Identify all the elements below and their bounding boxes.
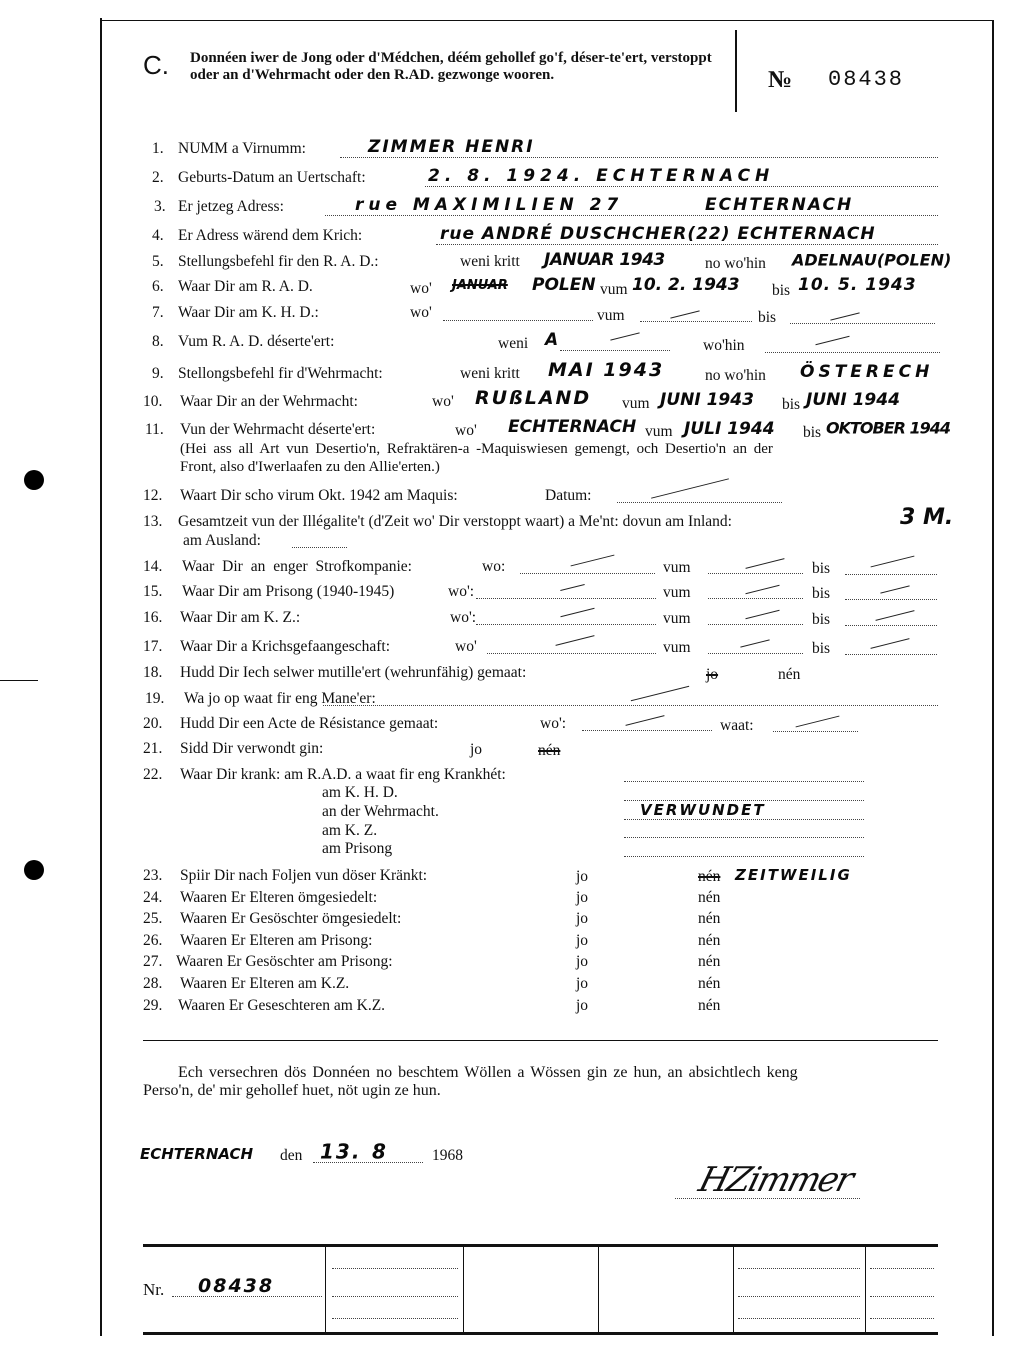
- q26-no-option[interactable]: nén: [698, 932, 721, 949]
- q9-num: 9.: [152, 365, 164, 382]
- q22-wehrmacht-value[interactable]: VERWUNDET: [640, 801, 766, 820]
- q3-address-value[interactable]: rue MAXIMILIEN 27: [355, 195, 624, 215]
- q11-where-value[interactable]: ECHTERNACH: [508, 417, 637, 437]
- footer-cell-line: [738, 1318, 860, 1319]
- footer-cell-line: [332, 1268, 458, 1269]
- q7-to-line: [790, 323, 935, 324]
- q13-abroad-line: [292, 547, 347, 548]
- q15-dash: [560, 584, 584, 591]
- q7-label: Waar Dir am K. H. D.:: [178, 304, 319, 321]
- footer-cell-line: [332, 1318, 458, 1319]
- q8-when-line: [560, 350, 670, 351]
- q17-where-label: wo': [455, 638, 477, 655]
- q16-from-label: vum: [663, 610, 691, 627]
- q11-note-line2: Front, also d'Iwerlaafen zu den Allie'erten.): [180, 459, 440, 475]
- q20-where-label: wo':: [540, 715, 567, 732]
- q20-label: Hudd Dir een Acte de Résistance gemaat:: [180, 715, 439, 732]
- q4-field-line: [436, 244, 938, 245]
- q11-from-label: vum: [645, 423, 673, 440]
- q8-where-line: [765, 352, 940, 353]
- q4-num: 4.: [152, 227, 164, 244]
- q4-war-address-value[interactable]: rue ANDRÉ DUSCHCHER(22) ECHTERNACH: [440, 224, 876, 244]
- q15-to-label: bis: [812, 585, 831, 602]
- q17-num: 17.: [143, 638, 163, 655]
- q11-where-label: wo': [455, 422, 477, 439]
- q10-to-label: bis: [782, 396, 801, 413]
- q17-to-line: [845, 654, 937, 655]
- q19-line: [323, 705, 938, 706]
- q15-dash: [880, 585, 909, 593]
- q29-num: 29.: [143, 997, 163, 1014]
- header-divider: [735, 30, 737, 112]
- q22-sub-prisong: am Prisong: [322, 840, 393, 857]
- q16-where-label: wo':: [450, 609, 477, 626]
- footer-col-3: [598, 1246, 599, 1332]
- q28-num: 28.: [143, 975, 163, 992]
- q29-no-option[interactable]: nén: [698, 997, 721, 1014]
- q9-where-value[interactable]: ÖSTERECH: [800, 362, 934, 382]
- q15-to-line: [845, 599, 937, 600]
- q22-prisong-line: [624, 856, 864, 857]
- q26-num: 26.: [143, 932, 163, 949]
- q17-from-line: [708, 653, 803, 654]
- q25-num: 25.: [143, 910, 163, 927]
- q18-yes-option[interactable]: jo: [706, 666, 719, 683]
- signing-day[interactable]: 13.: [320, 1139, 362, 1164]
- q22-sub-khd: am K. H. D.: [322, 784, 398, 801]
- q1-name-value[interactable]: ZIMMER HENRI: [368, 137, 535, 157]
- q13-label: Gesamtzeit vun der Illégalite't (d'Zeit wo' Dir verstoppt waart) a Me'nt: dovun am Inland:: [178, 513, 732, 530]
- q15-where-line: [476, 598, 656, 599]
- q15-where-label: wo':: [448, 583, 475, 600]
- q17-from-label: vum: [663, 639, 691, 656]
- q2-num: 2.: [152, 169, 164, 186]
- q1-field-line: [340, 157, 938, 158]
- q9-where-label: no wo'hin: [705, 367, 766, 384]
- q14-dash: [745, 558, 784, 569]
- q17-to-label: bis: [812, 640, 831, 657]
- q7-dash: [830, 312, 859, 320]
- q29-yes-option[interactable]: jo: [576, 997, 589, 1014]
- q23-num: 23.: [143, 867, 163, 884]
- q6-where-label: wo': [410, 280, 432, 297]
- q12-label: Waart Dir scho virum Okt. 1942 am Maquis:: [180, 487, 458, 504]
- q11-to-value[interactable]: OKTOBER 1944: [826, 418, 951, 438]
- q5-label: Stellungsbefehl fir den R. A. D.:: [178, 253, 379, 270]
- q20-what-label: waat:: [720, 717, 754, 734]
- q16-to-label: bis: [812, 611, 831, 628]
- q15-label: Waar Dir am Prisong (1940-1945): [182, 583, 395, 600]
- q17-dash: [740, 639, 769, 647]
- q11-label: Vun der Wehrmacht déserte'ert:: [180, 421, 376, 438]
- footer-cell-line: [870, 1318, 934, 1319]
- q14-to-line: [845, 574, 937, 575]
- footer-cell-line: [332, 1296, 458, 1297]
- q22-sub-wehrmacht: an der Wehrmacht.: [322, 803, 439, 820]
- q9-when-value[interactable]: MAI 1943: [548, 358, 665, 381]
- q2-field-line: [425, 186, 938, 187]
- q27-yes-option[interactable]: jo: [576, 953, 589, 970]
- q11-to-label: bis: [803, 424, 822, 441]
- q14-from-label: vum: [663, 559, 691, 576]
- q21-label: Sidd Dir verwondt gin:: [180, 740, 324, 757]
- q23-yes-option[interactable]: jo: [576, 868, 589, 885]
- frame-right: [992, 20, 994, 1336]
- q21-no-option[interactable]: nén: [538, 742, 561, 759]
- q27-num: 27.: [143, 953, 163, 970]
- q15-num: 15.: [143, 583, 163, 600]
- q16-dash: [560, 608, 594, 617]
- footer-col-2: [463, 1246, 464, 1332]
- footer-cell-line: [738, 1296, 860, 1297]
- q14-where-line: [520, 573, 655, 574]
- q5-when-label: weni kritt: [460, 253, 520, 270]
- q11-num: 11.: [145, 421, 164, 438]
- signature: HZimmer: [694, 1160, 857, 1200]
- q2-label: Geburts-Datum an Uertschaft:: [178, 169, 366, 186]
- q8-dash: [610, 332, 639, 340]
- signing-den-label: den: [280, 1147, 303, 1164]
- q3-field-line: [325, 215, 938, 216]
- number-sign: №: [768, 67, 793, 93]
- q6-where-value[interactable]: POLEN: [532, 275, 596, 295]
- q16-label: Waar Dir am K. Z.:: [180, 609, 301, 626]
- q1-label: NUMM a Virnumm:: [178, 140, 306, 157]
- q10-label: Waar Dir an der Wehrmacht:: [180, 393, 358, 410]
- q8-when-label: weni: [498, 335, 529, 352]
- frame-top: [100, 20, 994, 21]
- q16-dash: [875, 610, 914, 621]
- footer-top-rule: [143, 1244, 938, 1247]
- q22-sub-kz: am K. Z.: [322, 822, 378, 839]
- declaration-line1: Ech versechren dös Donnéen no beschtem Wöllen a Wössen gin ze hun, an absichtlech keng: [178, 1064, 798, 1081]
- q6-from-label: vum: [600, 281, 628, 298]
- q7-dash: [670, 310, 699, 318]
- q20-dash: [796, 716, 840, 728]
- q15-dash: [745, 585, 779, 594]
- form-number: 08438: [828, 67, 905, 92]
- q13-num: 13.: [143, 513, 163, 530]
- frame-left: [100, 18, 102, 1336]
- q3-num: 3.: [154, 198, 166, 215]
- q16-from-line: [708, 624, 803, 625]
- q6-from-value[interactable]: 10. 2. 1943: [632, 275, 740, 295]
- q23-label: Spiir Dir nach Foljen vun döser Kränkt:: [180, 867, 428, 884]
- section-letter: C.: [143, 50, 169, 80]
- q15-from-line: [708, 598, 803, 599]
- q19-dash: [631, 686, 689, 701]
- q1-num: 1.: [152, 140, 164, 157]
- q12-date-label: Datum:: [545, 487, 592, 504]
- q17-dash: [555, 635, 594, 646]
- q8-when-value[interactable]: A: [545, 330, 561, 350]
- q16-where-line: [476, 624, 656, 625]
- q10-to-value[interactable]: JUNI 1944: [806, 390, 900, 410]
- q9-when-label: weni kritt: [460, 365, 520, 382]
- q3-label: Er jetzeg Adress:: [178, 198, 284, 215]
- q6-to-label: bis: [772, 282, 791, 299]
- q24-num: 24.: [143, 889, 163, 906]
- q14-num: 14.: [143, 558, 163, 575]
- q10-from-label: vum: [622, 395, 650, 412]
- q7-from-label: vum: [597, 307, 625, 324]
- q6-to-value[interactable]: 10. 5. 1943: [798, 275, 917, 295]
- q22-label: Waar Dir krank: am R.A.D. a waat fir eng Krankhét:: [180, 766, 506, 783]
- declaration-rule: [143, 1040, 938, 1041]
- footer-col-4: [733, 1246, 734, 1332]
- q7-where-label: wo': [410, 304, 432, 321]
- q25-yes-option[interactable]: jo: [576, 910, 589, 927]
- q29-label: Waaren Er Geseschteren am K.Z.: [178, 997, 386, 1014]
- q25-label: Waaren Er Gesöschter ömgesiedelt:: [180, 910, 402, 927]
- q11-from-value[interactable]: JULI 1944: [684, 419, 775, 439]
- q28-no-option[interactable]: nén: [698, 975, 721, 992]
- q28-yes-option[interactable]: jo: [576, 975, 589, 992]
- q24-yes-option[interactable]: jo: [576, 889, 589, 906]
- footer-bottom-rule: [143, 1332, 938, 1335]
- punch-hole-top: [24, 470, 44, 490]
- q27-no-option[interactable]: nén: [698, 953, 721, 970]
- q2-birth-value[interactable]: 2. 8. 1924. ECHTERNACH: [428, 166, 775, 186]
- q28-label: Waaren Er Elteren am K.Z.: [180, 975, 350, 992]
- q16-to-line: [845, 625, 937, 626]
- q7-to-label: bis: [758, 309, 777, 326]
- q14-where-label: wo:: [482, 558, 506, 575]
- q14-dash: [871, 556, 915, 568]
- q27-label: Waaren Er Gesöschter am Prisong:: [176, 953, 393, 970]
- q20-dash: [625, 715, 664, 726]
- q5-where-value[interactable]: ADELNAU(POLEN): [792, 250, 952, 270]
- q7-num: 7.: [152, 304, 164, 321]
- footer-cell-line: [870, 1296, 934, 1297]
- q14-to-label: bis: [812, 560, 831, 577]
- q18-num: 18.: [143, 664, 163, 681]
- q16-num: 16.: [143, 609, 163, 626]
- section-heading: Donnéen iwer de Jong oder d'Médchen, déém gehollef go'f, déser-te'ert, verstoppt oder an d'Wehrmacht oder den R.AD. gezwonge wooren.: [190, 50, 712, 83]
- q23-no-option[interactable]: nén: [698, 868, 721, 885]
- q26-label: Waaren Er Elteren am Prisong:: [180, 932, 373, 949]
- footer-nr-value[interactable]: 08438: [198, 1274, 275, 1297]
- q19-label: Wa jo op waat fir eng Mane'er:: [184, 690, 376, 707]
- q21-yes-option[interactable]: jo: [470, 741, 483, 758]
- q16-dash: [745, 610, 779, 619]
- q12-dash: [651, 478, 729, 498]
- q20-where-line: [582, 730, 712, 731]
- q26-yes-option[interactable]: jo: [576, 932, 589, 949]
- q19-num: 19.: [145, 690, 165, 707]
- signing-month[interactable]: 8: [372, 1139, 388, 1164]
- footer-col-1: [325, 1246, 326, 1332]
- q10-from-value[interactable]: JUNI 1943: [660, 390, 754, 410]
- q8-num: 8.: [152, 333, 164, 350]
- q20-num: 20.: [143, 715, 163, 732]
- q17-where-line: [487, 653, 656, 654]
- q3-address-city[interactable]: ECHTERNACH: [705, 195, 854, 215]
- q10-where-value[interactable]: RUßLAND: [475, 386, 592, 409]
- q8-where-label: wo'hin: [703, 337, 745, 354]
- q11-note-line1: (Hei ass all Art vun Desertio'n, Refraktären-a -Maquiswiesen gemengt, och Desertio'n an der: [180, 441, 773, 457]
- q6-num: 6.: [152, 278, 164, 295]
- q22-rad-line: [624, 781, 864, 782]
- q22-kz-line: [624, 837, 864, 838]
- q10-where-label: wo': [432, 393, 454, 410]
- q8-label: Vum R. A. D. déserte'ert:: [178, 333, 335, 350]
- declaration-line2: Perso'n, de' mir gehollef huet, nöt ugin ze hun.: [143, 1082, 441, 1099]
- q23-value[interactable]: ZEITWEILIG: [735, 866, 852, 885]
- q10-num: 10.: [143, 393, 163, 410]
- q9-label: Stellongsbefehl fir d'Wehrmacht:: [178, 365, 383, 382]
- q18-no-option[interactable]: nén: [778, 666, 801, 683]
- q18-label: Hudd Dir Iech selwer mutille'ert (wehrunfähig) gemaat:: [180, 664, 527, 681]
- q6-label: Waar Dir am R. A. D.: [178, 278, 313, 295]
- q14-from-line: [708, 573, 803, 574]
- footer-col-5: [865, 1246, 866, 1332]
- q14-dash: [571, 555, 615, 567]
- q17-label: Waar Dir a Krichsgefaangeschaft:: [180, 638, 391, 655]
- q6-where-struck: JANUAR: [452, 278, 508, 293]
- footer-nr-label: Nr.: [143, 1280, 165, 1299]
- q5-when-value[interactable]: JANUAR 1943: [544, 250, 665, 270]
- q4-label: Er Adress wärend dem Krich:: [178, 227, 363, 244]
- q13-inland-value[interactable]: 3 M.: [900, 505, 954, 530]
- q5-where-label: no wo'hin: [705, 255, 766, 272]
- q12-date-line: [617, 502, 782, 503]
- q7-from-line: [640, 321, 752, 322]
- signing-place[interactable]: ECHTERNACH: [140, 1145, 254, 1164]
- fold-mark: [0, 680, 38, 681]
- q17-dash: [870, 638, 909, 649]
- q24-no-option[interactable]: nén: [698, 889, 721, 906]
- punch-hole-bottom: [24, 860, 44, 880]
- footer-cell-line: [738, 1268, 860, 1269]
- q25-no-option[interactable]: nén: [698, 910, 721, 927]
- q5-num: 5.: [152, 253, 164, 270]
- q13-abroad-label: am Ausland:: [183, 532, 261, 549]
- q15-from-label: vum: [663, 584, 691, 601]
- q7-where-line: [443, 320, 593, 321]
- q14-label: Waar Dir an enger Strofkompanie:: [182, 558, 412, 575]
- q20-what-line: [773, 731, 858, 732]
- q24-label: Waaren Er Elteren ömgesiedelt:: [180, 889, 378, 906]
- footer-cell-line: [870, 1268, 934, 1269]
- q22-num: 22.: [143, 766, 163, 783]
- q8-dash: [815, 336, 849, 345]
- q12-num: 12.: [143, 487, 163, 504]
- signing-year: 1968: [432, 1147, 463, 1164]
- q21-num: 21.: [143, 740, 163, 757]
